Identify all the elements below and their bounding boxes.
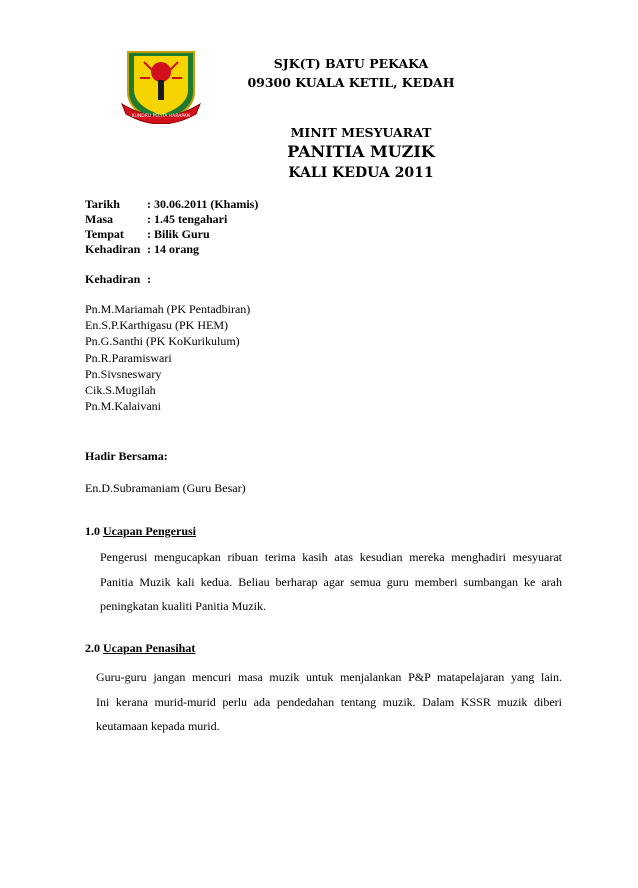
- list-item: Pn.M.Kalaivani: [85, 399, 161, 414]
- section-number: 1.0: [85, 524, 100, 538]
- section-number: 2.0: [85, 641, 100, 655]
- list-item: Cik.S.Mugilah: [85, 383, 156, 398]
- info-row: [85, 212, 258, 227]
- list-item: Pn.Sivsneswary: [85, 366, 162, 381]
- section-2-body: [96, 665, 562, 739]
- section-heading-2: [85, 641, 195, 656]
- attendance-heading: [85, 272, 151, 287]
- info-label: Tarikh: [85, 197, 120, 211]
- paragraph-line: Ini kerana murid-murid perlu ada pendedahan tentang muzik. Dalam KSSR muzik diberi: [96, 694, 562, 709]
- info-value: : Bilik Guru: [147, 227, 210, 241]
- list-item: En.S.P.Karthigasu (PK HEM): [85, 318, 228, 333]
- paragraph-line: Guru-guru jangan mencuri masa muzik untuk menjalankan P&P matapelajaran yang lain.: [96, 670, 562, 684]
- info-value: : 14 orang: [147, 242, 199, 256]
- info-row: [85, 227, 258, 242]
- list-item: Pn.G.Santhi (PK KoKurikulum): [85, 334, 240, 349]
- paragraph-line: Panitia Muzik kali kedua. Beliau berharap agar semua guru memberi sumbangan ke arah: [100, 574, 562, 589]
- section-title: Ucapan Pengerusi: [103, 524, 196, 538]
- title-line-3: KALI KEDUA 2011: [288, 165, 434, 181]
- title-line-2: PANITIA MUZIK: [287, 142, 435, 161]
- meeting-info: [85, 197, 258, 257]
- section-1-body: [100, 545, 562, 619]
- present-with-label: Hadir Bersama:: [85, 449, 168, 463]
- paragraph-line: Pengerusi mengucapkan ribuan terima kasih atas kesudian mereka menghadiri mesyuarat: [100, 550, 562, 564]
- title-line-1: MINIT MESYUARAT: [290, 125, 432, 140]
- attendee-list: [85, 301, 250, 414]
- attendance-label: Kehadiran: [85, 272, 141, 286]
- list-item: Pn.R.Paramiswari: [85, 350, 172, 365]
- list-item: Pn.M.Mariamah (PK Pentadbiran): [85, 302, 251, 316]
- paragraph-line: keutamaan kepada murid.: [96, 719, 220, 733]
- school-header: [236, 54, 466, 92]
- school-name: SJK(T) BATU PEKAKA: [273, 56, 429, 71]
- info-value: : 30.06.2011 (Khamis): [147, 197, 259, 211]
- attendance-colon: :: [147, 272, 151, 286]
- info-label: Kehadiran: [85, 242, 141, 256]
- paragraph-line: peningkatan kualiti Panitia Muzik.: [100, 599, 266, 613]
- svg-text:KUNDRU PELITA HARAPAN: KUNDRU PELITA HARAPAN: [131, 114, 191, 119]
- section-title: Ucapan Penasihat: [103, 641, 196, 655]
- section-heading-1: [85, 524, 196, 539]
- info-row: [85, 242, 258, 257]
- document-title: [280, 124, 442, 183]
- info-row: [85, 197, 258, 212]
- school-crest-icon: [120, 48, 202, 124]
- school-address: 09300 KUALA KETIL, KEDAH: [247, 75, 455, 90]
- info-label: Masa: [85, 212, 113, 226]
- info-label: Tempat: [85, 227, 124, 241]
- info-value: : 1.45 tengahari: [147, 212, 228, 226]
- present-with-name: En.D.Subramaniam (Guru Besar): [85, 481, 246, 495]
